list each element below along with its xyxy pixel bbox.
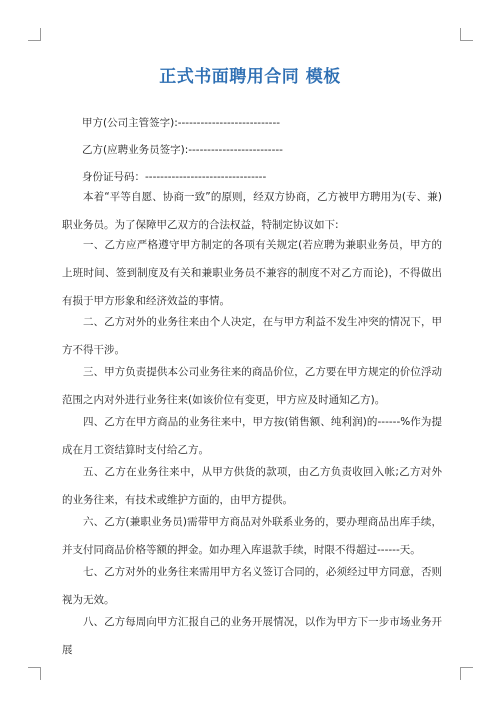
crop-mark-bottom-left	[28, 667, 41, 680]
clause-1-paragraph: 一、乙方应严格遵守甲方制定的各项有关规定(若应聘为兼职业务员，甲方的上班时间、签到制度及有关和兼职业务员不兼容的制度不对乙方而论)，不得做出有损于甲方形象和经济效益的事情。	[62, 239, 442, 307]
clause-5-paragraph: 五、乙方在业务往来中，从甲方供货的款项，由乙方负责收回入帐;乙方对外的业务往来，有技术或维护方面的，由甲方提供。	[62, 466, 442, 506]
crop-mark-bottom-right	[460, 667, 473, 680]
clause-6-paragraph: 六、乙方(兼职业务员)需带甲方商品对外联系业务的，要办理商品出库手续，并支付同商品价格等额的押金。如办理入库退款手续，时限不得超过------天。	[62, 516, 442, 556]
party-a-signature-line: 甲方(公司主管签字):---------------------------	[82, 117, 281, 129]
party-b-signature-line: 乙方(应聘业务员签字):-------------------------	[82, 144, 283, 156]
crop-mark-top-left	[28, 28, 41, 41]
preamble-paragraph: 本着“平等自愿、协商一致”的原则，经双方协商，乙方被甲方聘用为(专、兼)职业务员。为了保障甲乙双方的合法权益，特制定协议如下:	[62, 191, 442, 231]
document-title: 正式书面聘用合同 模板	[159, 67, 341, 87]
clause-8-paragraph: 八、乙方每周向甲方汇报自己的业务开展情况，以作为甲方下一步市场业务开展	[62, 616, 442, 656]
clause-2-paragraph: 二、乙方对外的业务往来由个人决定，在与甲方利益不发生冲突的情况下，甲方不得干涉。	[62, 316, 442, 356]
clause-7-paragraph: 七、乙方对外的业务往来需用甲方名义签订合同的，必须经过甲方同意，否则视为无效。	[62, 566, 442, 606]
crop-mark-top-right	[460, 28, 473, 41]
id-number-line: 身份证号码：--------------------------------	[82, 171, 267, 183]
clause-4-paragraph: 四、乙方在甲方商品的业务往来中，甲方按(销售额、纯利润)的------%作为提成在月工资结算时支付给乙方。	[62, 416, 442, 456]
clause-3-paragraph: 三、甲方负责提供本公司业务往来的商品价位，乙方要在甲方规定的价位浮动范围之内对外进行业务往来(如该价位有变更，甲方应及时通知乙方)。	[62, 366, 442, 406]
